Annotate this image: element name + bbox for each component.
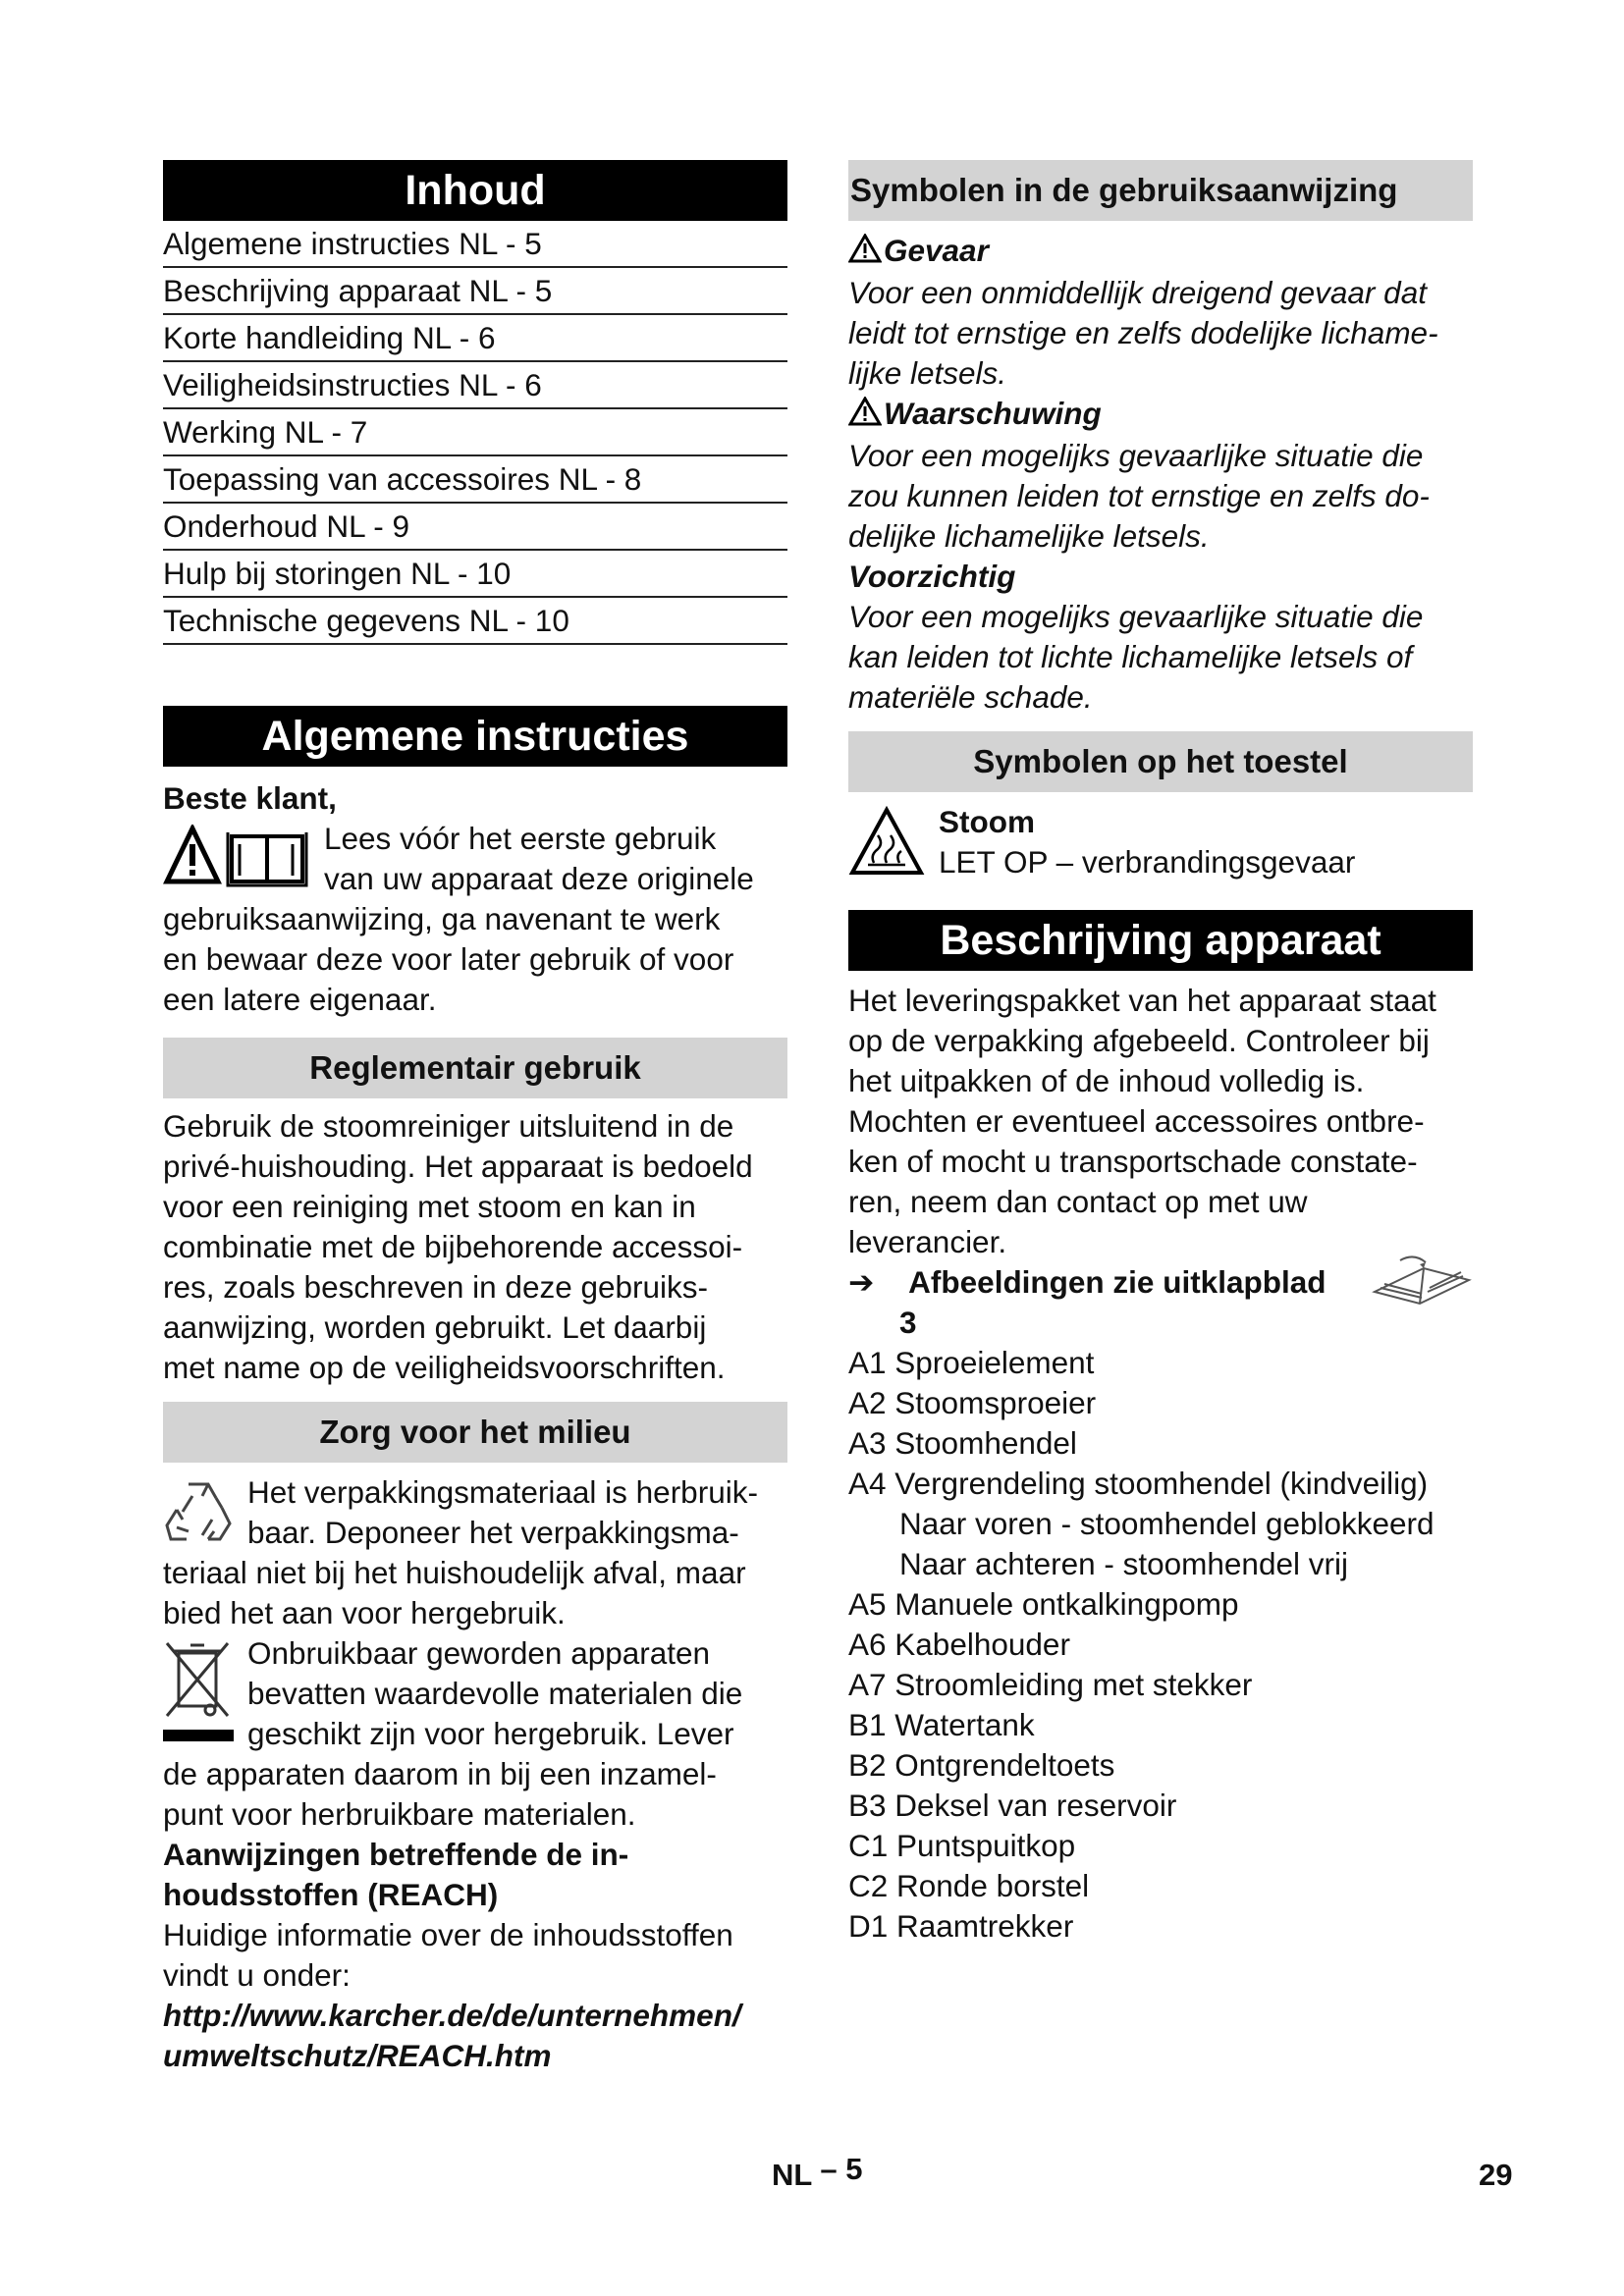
- intro-line: een latere eigenaar.: [163, 982, 437, 1017]
- text-line: punt voor herbruikbare materialen.: [163, 1796, 636, 1832]
- list-item: A7 Stroomleiding met stekker: [848, 1667, 1253, 1702]
- section-title-symbols-device: Symbolen op het toestel: [848, 731, 1473, 792]
- toc-item[interactable]: Hulp bij storingen NL - 10: [163, 551, 787, 598]
- danger-label-row: [848, 231, 1473, 273]
- toc-item[interactable]: Werking NL - 7: [163, 409, 787, 456]
- list-item: B3 Deksel van reservoir: [848, 1788, 1177, 1823]
- weee-block: [163, 1633, 787, 1835]
- list-item: A4 Vergrendeling stoomhendel (kindveilig): [848, 1466, 1429, 1501]
- hot-steam-warning-icon: [848, 806, 925, 881]
- footer-local-page: – 5: [820, 2152, 863, 2186]
- list-subitem: Naar achteren - stoomhendel vrij: [899, 1546, 1348, 1581]
- section-title-general: Algemene instructies: [163, 706, 787, 767]
- text-line: Het leveringspakket van het apparaat staat: [848, 983, 1436, 1018]
- figure-reference: [848, 1262, 1473, 1303]
- text-line: geschikt zijn voor hergebruik. Lever: [247, 1716, 734, 1751]
- toc-title: Inhoud: [163, 160, 787, 221]
- intro-line: gebruiksaanwijzing, ga navenant te werk: [163, 901, 721, 936]
- text-line: bied het aan voor hergebruik.: [163, 1595, 566, 1630]
- toc-item[interactable]: Korte handleiding NL - 6: [163, 315, 787, 362]
- section-title-symbols-manual: Symbolen in de gebruiksaanwijzing: [848, 160, 1473, 221]
- list-item: C2 Ronde borstel: [848, 1868, 1090, 1903]
- text-line: delijke lichamelijke letsels.: [848, 518, 1210, 554]
- text-line: teriaal niet bij het huishoudelijk afval, maar: [163, 1555, 746, 1590]
- toc-item[interactable]: Technische gegevens NL - 10: [163, 598, 787, 645]
- description-text: [848, 981, 1473, 1262]
- figure-ref-number: 3: [899, 1305, 917, 1340]
- text-line: baar. Deponeer het verpakkingsma-: [247, 1515, 739, 1550]
- text-line: voor een reiniging met stoom en kan in: [163, 1189, 696, 1224]
- steam-text: LET OP – verbrandingsgevaar: [939, 844, 1356, 880]
- text-line: Voor een onmiddellijk dreigend gevaar dat: [848, 275, 1427, 310]
- footer-language: NL: [772, 2158, 812, 2192]
- warning-label: Waarschuwing: [884, 396, 1102, 431]
- right-column: [848, 160, 1473, 1947]
- intro-block: [163, 819, 787, 1020]
- toc-list: [163, 221, 787, 645]
- reach-heading: houdsstoffen (REACH): [163, 1877, 499, 1912]
- text-line: kan leiden tot lichte lichamelijke letsels of: [848, 639, 1413, 674]
- intended-use-text: [163, 1106, 787, 1388]
- caution-label: Voorzichtig: [848, 559, 1016, 594]
- parts-list: [848, 1343, 1473, 1947]
- list-item: B1 Watertank: [848, 1707, 1035, 1742]
- text-line: combinatie met de bijbehorende accessoi-: [163, 1229, 743, 1264]
- intro-line: en bewaar deze voor later gebruik of voor: [163, 941, 734, 977]
- reach-url[interactable]: umweltschutz/REACH.htm: [163, 2038, 552, 2073]
- warning-triangle-icon: [848, 233, 882, 273]
- text-line: het uitpakken of de inhoud volledig is.: [848, 1063, 1365, 1098]
- reach-heading: Aanwijzingen betreffende de in-: [163, 1837, 629, 1872]
- text-line: met name op de veiligheidsvoorschriften.: [163, 1350, 726, 1385]
- footer-section-page: [772, 2152, 863, 2193]
- toc-item[interactable]: Algemene instructies NL - 5: [163, 221, 787, 268]
- text-line: leverancier.: [848, 1224, 1007, 1259]
- steam-symbol-block: [848, 802, 1473, 882]
- text-line: Voor een mogelijks gevaarlijke situatie die: [848, 599, 1424, 634]
- text-line: aanwijzing, worden gebruikt. Let daarbij: [163, 1309, 707, 1345]
- list-item: A2 Stoomsproeier: [848, 1385, 1097, 1420]
- danger-label: Gevaar: [884, 233, 989, 268]
- intro-line: Lees vóór het eerste gebruik: [324, 821, 717, 856]
- toc-item[interactable]: Veiligheidsinstructies NL - 6: [163, 362, 787, 409]
- section-title-description: Beschrijving apparaat: [848, 910, 1473, 971]
- steam-label: Stoom: [939, 804, 1035, 839]
- warning-label-row: [848, 394, 1473, 436]
- list-item: B2 Ontgrendeltoets: [848, 1747, 1115, 1783]
- reach-url[interactable]: http://www.karcher.de/de/unternehmen/: [163, 1998, 741, 2033]
- text-line: Voor een mogelijks gevaarlijke situatie die: [848, 438, 1424, 473]
- greeting: Beste klant,: [163, 780, 337, 816]
- figure-ref-text: Afbeeldingen zie uitklapblad: [908, 1264, 1326, 1300]
- foldout-page-icon: [1371, 1253, 1473, 1333]
- text-line: ren, neem dan contact op met uw: [848, 1184, 1308, 1219]
- text-line: Het verpakkingsmateriaal is herbruik-: [247, 1474, 758, 1510]
- arrow-right-icon: ➔: [848, 1264, 875, 1300]
- intro-line: van uw apparaat deze originele: [324, 861, 754, 896]
- toc-item[interactable]: Toepassing van accessoires NL - 8: [163, 456, 787, 504]
- toc-item[interactable]: Beschrijving apparaat NL - 5: [163, 268, 787, 315]
- recycle-block: [163, 1472, 787, 1633]
- warning-triangle-icon: [848, 396, 882, 436]
- text-line: zou kunnen leiden tot ernstige en zelfs do-: [848, 478, 1430, 513]
- text-line: vindt u onder:: [163, 1957, 351, 1993]
- text-line: op de verpakking afgebeeld. Controleer bij: [848, 1023, 1430, 1058]
- list-item: A6 Kabelhouder: [848, 1627, 1070, 1662]
- text-line: privé-huishouding. Het apparaat is bedoeld: [163, 1148, 753, 1184]
- wheelie-bin-crossed-icon: [163, 1637, 234, 1752]
- text-line: Huidige informatie over de inhoudsstoffen: [163, 1917, 733, 1952]
- text-line: leidt tot ernstige en zelfs dodelijke lichame-: [848, 315, 1438, 350]
- text-line: materiële schade.: [848, 679, 1093, 715]
- list-item: C1 Puntspuitkop: [848, 1828, 1076, 1863]
- section-title-environment: Zorg voor het milieu: [163, 1402, 787, 1463]
- list-subitem: Naar voren - stoomhendel geblokkeerd: [899, 1506, 1435, 1541]
- recycle-icon: [163, 1476, 234, 1552]
- section-title-intended-use: Reglementair gebruik: [163, 1038, 787, 1098]
- read-manual-icon: [163, 825, 310, 894]
- toc-item[interactable]: Onderhoud NL - 9: [163, 504, 787, 551]
- text-line: Mochten er eventueel accessoires ontbre-: [848, 1103, 1425, 1139]
- list-item: A3 Stoomhendel: [848, 1425, 1077, 1461]
- list-item: A5 Manuele ontkalkingpomp: [848, 1586, 1239, 1622]
- text-line: lijke letsels.: [848, 355, 1007, 391]
- page-number: 29: [1479, 2158, 1513, 2192]
- list-item: A1 Sproeielement: [848, 1345, 1095, 1380]
- list-item: D1 Raamtrekker: [848, 1908, 1074, 1944]
- text-line: bevatten waardevolle materialen die: [247, 1676, 743, 1711]
- text-line: Gebruik de stoomreiniger uitsluitend in de: [163, 1108, 734, 1144]
- left-column: [163, 160, 787, 2076]
- text-line: ken of mocht u transportschade constate-: [848, 1144, 1418, 1179]
- text-line: Onbruikbaar geworden apparaten: [247, 1635, 711, 1671]
- text-line: res, zoals beschreven in deze gebruiks-: [163, 1269, 709, 1305]
- text-line: de apparaten daarom in bij een inzamel-: [163, 1756, 717, 1791]
